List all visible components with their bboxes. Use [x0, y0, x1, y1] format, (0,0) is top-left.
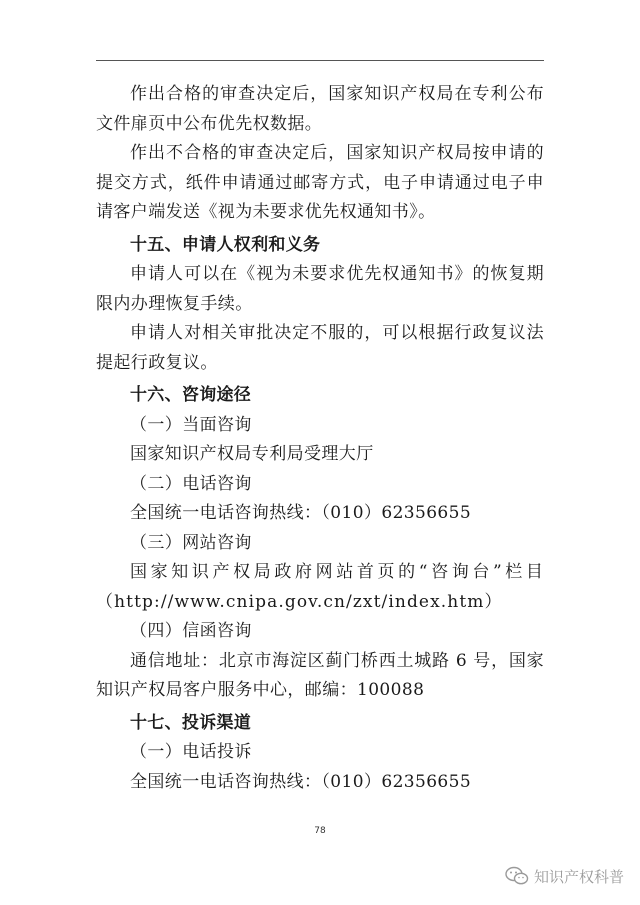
section-heading-consult: 十六、咨询途径 — [130, 385, 252, 405]
sub-heading-in-person: （一）当面咨询 — [130, 414, 252, 435]
wechat-icon — [505, 866, 529, 886]
text-in-person: 国家知识产权局专利局受理大厅 — [130, 444, 374, 464]
sub-heading-phone-complaint: （一）电话投诉 — [130, 742, 252, 762]
watermark-text: 知识产权科普 — [533, 867, 624, 886]
text-phone-complaint: 全国统一电话咨询热线：（010）62356655 — [130, 771, 472, 792]
watermark — [505, 864, 624, 888]
section-heading-rights: 十五、申请人权利和义务 — [130, 234, 321, 255]
document-body — [96, 80, 544, 797]
paragraph-review: 申请人对相关审批决定不服的，可以根据行政复议法提起行政复议。 — [96, 323, 544, 373]
sub-heading-phone: （二）电话咨询 — [130, 473, 252, 494]
text-phone: 全国统一电话咨询热线：（010）62356655 — [130, 503, 472, 523]
text-website: 国家知识产权局政府网站首页的“咨询台”栏目（http://www.cnipa.gov.cn/zxt/index.htm） — [96, 562, 544, 612]
sub-heading-website: （三）网站咨询 — [130, 532, 252, 553]
header-rule — [96, 60, 544, 61]
page-number: 78 — [314, 826, 326, 836]
section-heading-complaint: 十七、投诉渠道 — [130, 712, 252, 733]
sub-heading-letter: （四）信函咨询 — [130, 621, 252, 641]
paragraph-priority-pass: 作出合格的审查决定后，国家知识产权局在专利公布文件扉页中公布优先权数据。 — [96, 84, 544, 134]
paragraph-priority-fail: 作出不合格的审查决定后，国家知识产权局按申请的提交方式，纸件申请通过邮寄方式，电子申请通过电子申请客户端发送《视为未要求优先权通知书》。 — [96, 143, 544, 222]
text-letter: 通信地址：北京市海淀区蓟门桥西土城路 6 号，国家知识产权局客户服务中心，邮编：100088 — [96, 650, 544, 700]
paragraph-restore: 申请人可以在《视为未要求优先权通知书》的恢复期限内办理恢复手续。 — [96, 264, 544, 314]
